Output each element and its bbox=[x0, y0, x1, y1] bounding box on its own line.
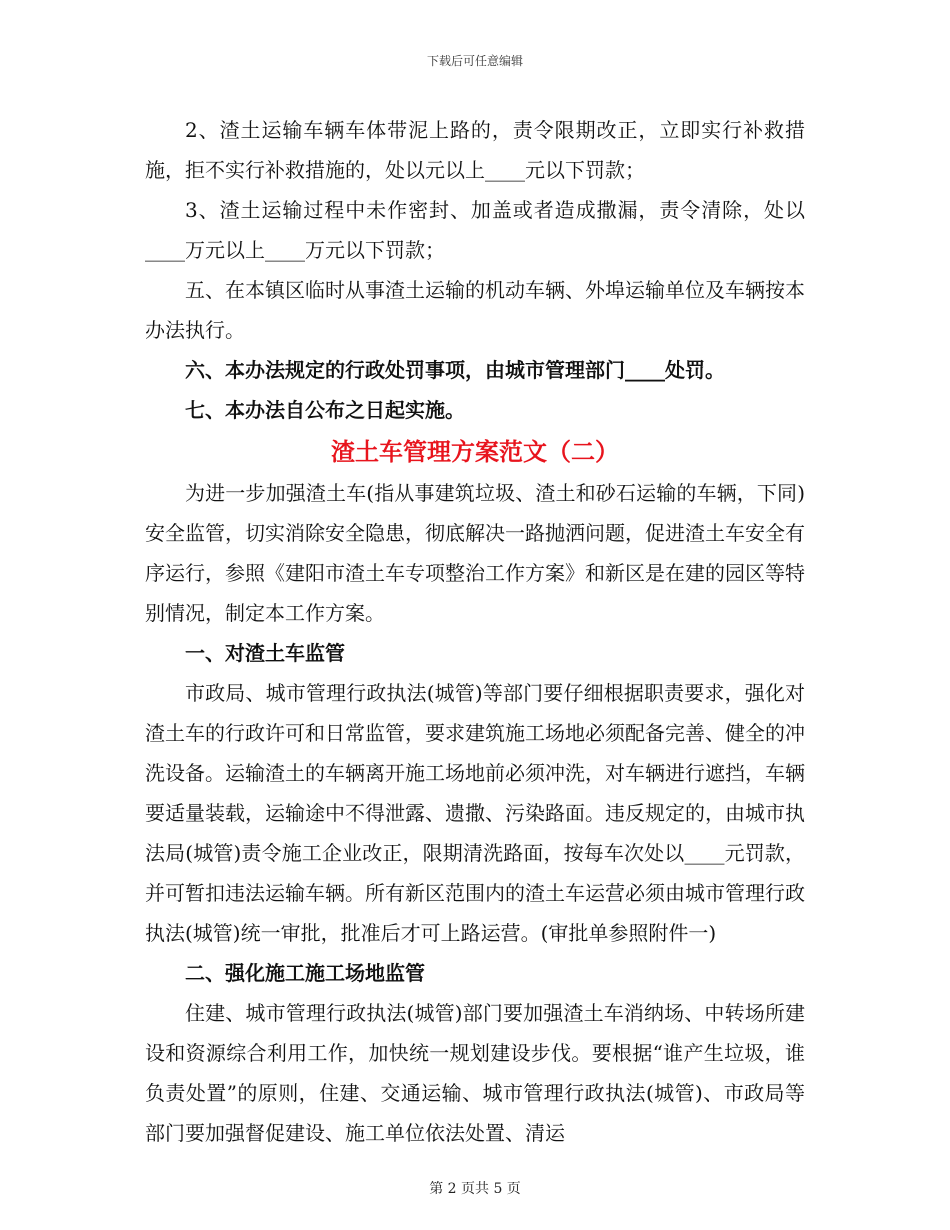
document-body bbox=[145, 110, 805, 1153]
section-title: 渣土车管理方案范文（二） bbox=[331, 437, 619, 466]
paragraph-item-3: 3、渣土运输过程中未作密封、加盖或者造成撒漏，责令清除，处以____万元以上____万元以下罚款； bbox=[145, 198, 805, 262]
page-header: 下载后可任意编辑 bbox=[426, 54, 523, 68]
paragraph-item-7: 七、本办法自公布之日起实施。 bbox=[185, 398, 465, 422]
paragraph-item-2: 2、渣土运输车辆车体带泥上路的，责令限期改正，立即实行补救措施，拒不实行补救措施的，处以元以上____元以下罚款； bbox=[145, 118, 805, 182]
site-supervision-paragraph: 住建、城市管理行政执法(城管)部门要加强渣土车消纳场、中转场所建设和资源综合利用工作，加快统一规划建设步伐。要根据“谁产生垃圾，谁负责处置”的原则，住建、交通运输、城市管理行政执法(城管)、市政局等部门要加强督促建设、施工单位依法处置、清运 bbox=[145, 1001, 805, 1145]
paragraph-item-5: 五、在本镇区临时从事渣土运输的机动车辆、外埠运输单位及车辆按本办法执行。 bbox=[145, 278, 805, 342]
paragraph-item-6: 六、本办法规定的行政处罚事项，由城市管理部门____处罚。 bbox=[185, 358, 725, 382]
heading-site-supervision: 二、强化施工施工场地监管 bbox=[185, 961, 425, 985]
intro-paragraph: 为进一步加强渣土车(指从事建筑垃圾、渣土和砂石运输的车辆，下同)安全监管，切实消除安全隐患，彻底解决一路抛洒问题，促进渣土车安全有序运行，参照《建阳市渣土车专项整治工作方案》和新区是在建的园区等特别情况，制定本工作方案。 bbox=[145, 481, 805, 625]
supervision-paragraph: 市政局、城市管理行政执法(城管)等部门要仔细根据职责要求，强化对渣土车的行政许可和日常监管，要求建筑施工场地必须配备完善、健全的冲洗设备。运输渣土的车辆离开施工场地前必须冲洗，对车辆进行遮挡，车辆要适量装载，运输途中不得泄露、遗撒、污染路面。违反规定的，由城市执法局(城管)责令施工企业改正，限期清洗路面，按每车次处以____元罚款，并可暂扣违法运输车辆。所有新区范围内的渣土车运营必须由城市管理行政执法(城管)统一审批，批准后才可上路运营。(审批单参照附件一) bbox=[145, 681, 805, 945]
heading-supervision: 一、对渣土车监管 bbox=[185, 641, 345, 665]
page-footer: 第 2 页共 5 页 bbox=[429, 1181, 521, 1197]
